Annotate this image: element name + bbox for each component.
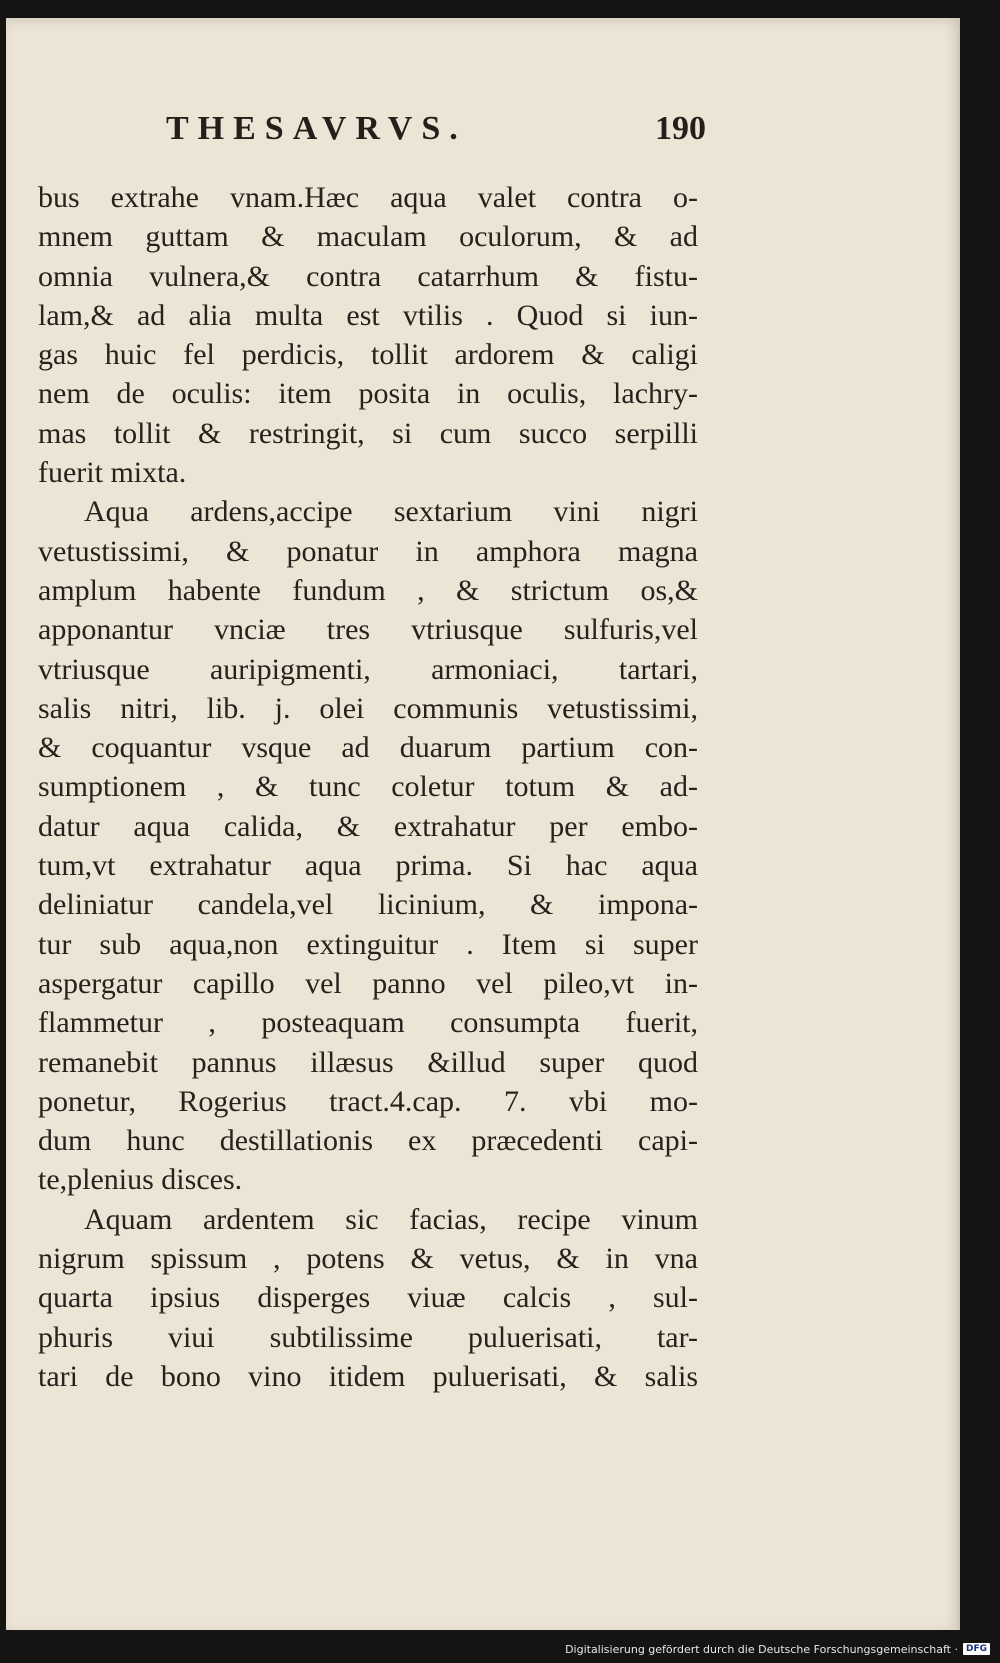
text-line: mas tollit & restringit, si cum succo serpilli [38,416,698,450]
text-line: tum,vt extrahatur aqua prima. Si hac aqua [38,849,698,883]
running-title: THESAVRVS. [166,110,467,147]
dfg-logo-icon: DFG [963,1643,990,1655]
paragraph-start-line: Aqua ardens,accipe sextarium vini nigri [84,495,698,529]
running-head [166,110,706,160]
text-line: & coquantur vsque ad duarum partium con- [38,731,698,765]
text-line: omnia vulnera,& contra catarrhum & fistu- [38,259,698,293]
text-line: vtriusque auripigmenti, armoniaci, tartari, [38,652,698,686]
text-line: dum hunc destillationis ex præcedenti capi- [38,1124,698,1158]
text-line: tur sub aqua,non extinguitur . Item si super [38,927,698,961]
text-line: sumptionem , & tunc coletur totum & ad- [38,770,698,804]
text-line: vetustissimi, & ponatur in amphora magna [38,534,698,568]
text-line: remanebit pannus illæsus &illud super quod [38,1045,698,1079]
credit-text: Digitalisierung gefördert durch die Deutsche Forschungsgemeinschaft · [565,1642,958,1656]
text-line: deliniatur candela,vel licinium, & impona- [38,888,698,922]
text-line: lam,& ad alia multa est vtilis . Quod si iun- [38,298,698,332]
text-line: fuerit mixta. [38,456,187,490]
digitization-credit [565,1639,990,1659]
text-line: gas huic fel perdicis, tollit ardorem & caligi [38,338,698,372]
book-page [6,18,960,1630]
body-text [38,178,698,1396]
text-line: ponetur, Rogerius tract.4.cap. 7. vbi mo- [38,1084,698,1118]
text-line: apponantur vnciæ tres vtriusque sulfuris,vel [38,613,698,647]
text-line: nigrum spissum , potens & vetus, & in vna [38,1242,698,1276]
text-line: quarta ipsius disperges viuæ calcis , sul- [38,1281,698,1315]
text-line: nem de oculis: item posita in oculis, lachry- [38,377,698,411]
text-line: salis nitri, lib. j. olei communis vetustissimi, [38,691,698,725]
text-line: datur aqua calida, & extrahatur per embo- [38,809,698,843]
text-line: amplum habente fundum , & strictum os,& [38,573,698,607]
page-number: 190 [655,110,706,147]
text-line: bus extrahe vnam.Hæc aqua valet contra o- [38,181,698,214]
text-line: mnem guttam & maculam oculorum, & ad [38,220,698,254]
text-line: phuris viui subtilissime puluerisati, tar- [38,1320,698,1354]
text-line: aspergatur capillo vel panno vel pileo,vt in- [38,966,698,1000]
text-line: flammetur , posteaquam consumpta fuerit, [38,1006,698,1040]
paragraph-start-line: Aquam ardentem sic facias, recipe vinum [84,1202,698,1236]
text-line: te,plenius disces. [38,1163,243,1197]
text-line: tari de bono vino itidem puluerisati, & salis [38,1359,698,1393]
